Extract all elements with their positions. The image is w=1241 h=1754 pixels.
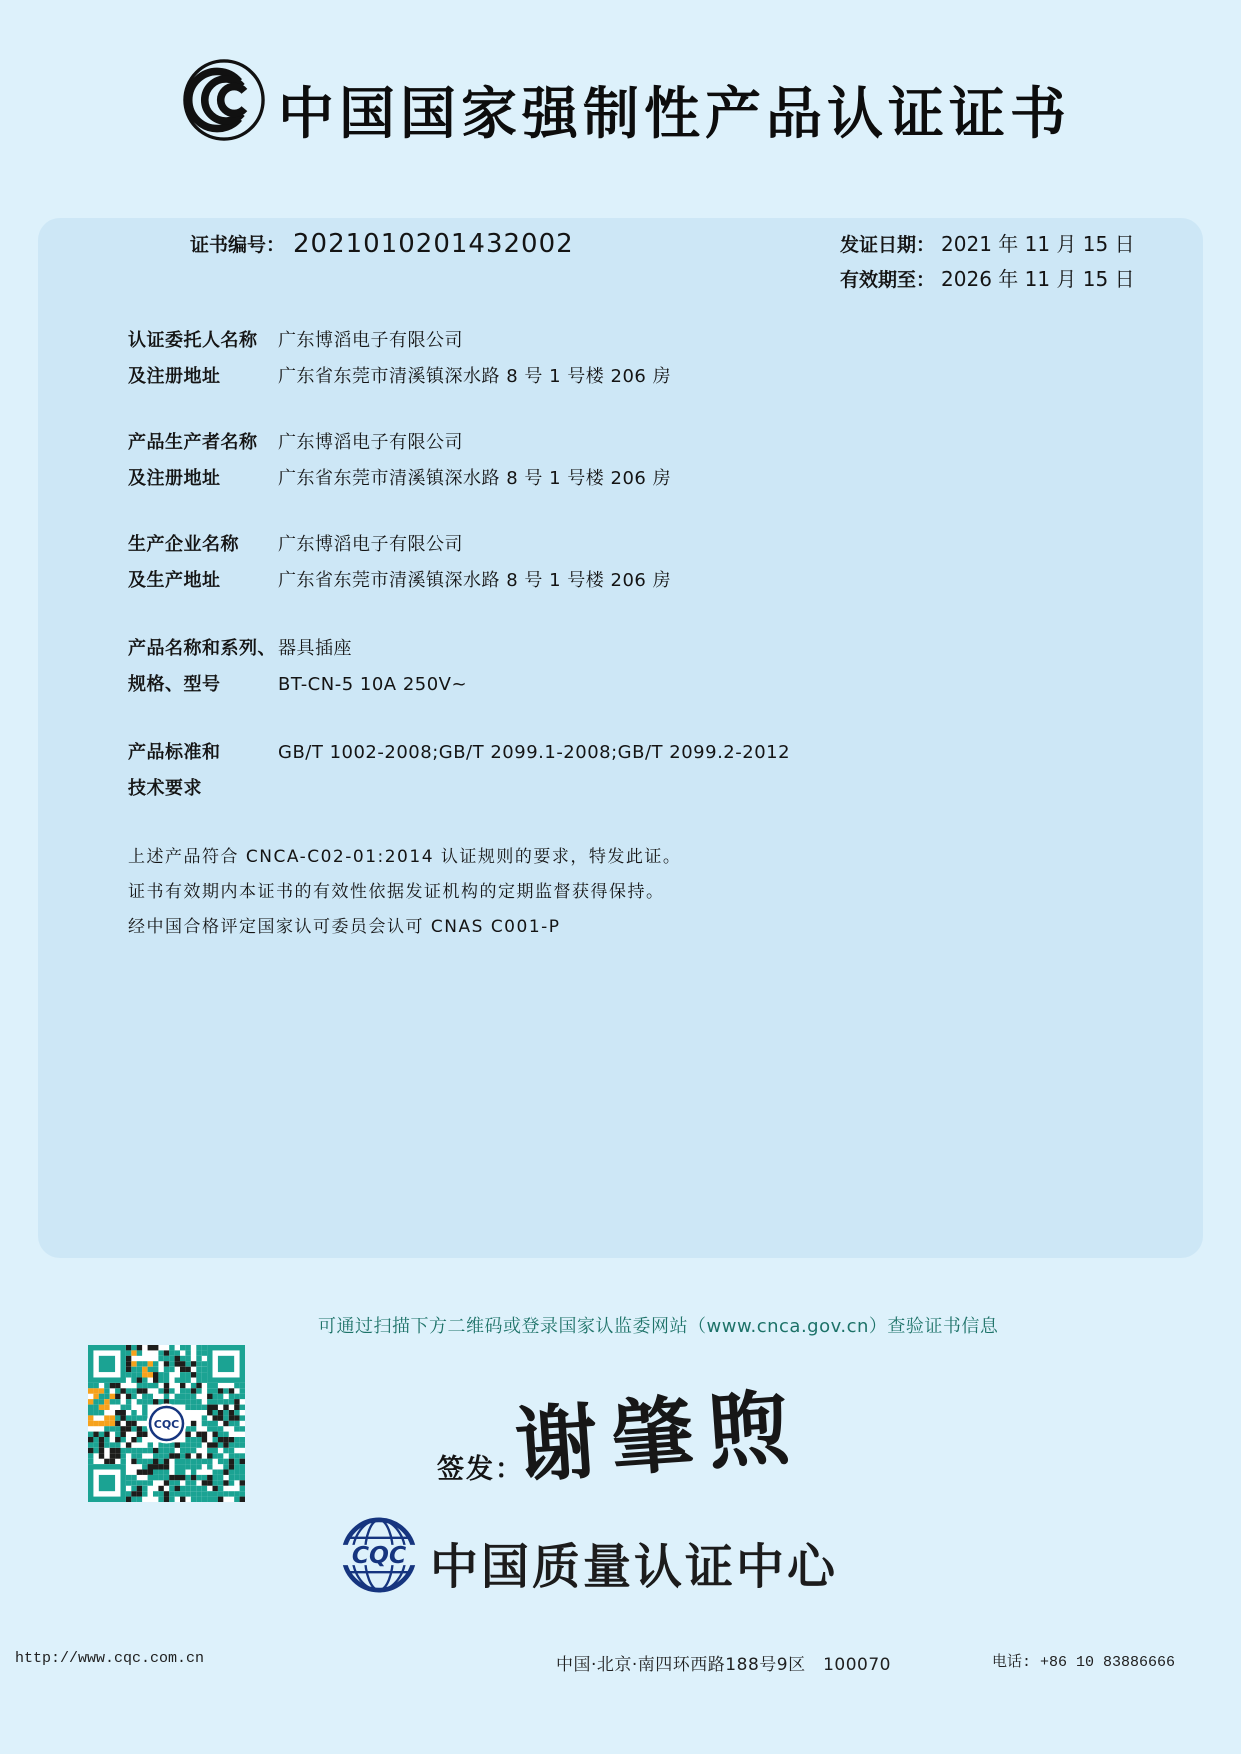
signed-by-label: 签发：	[437, 1454, 524, 1485]
field-row-applicant	[128, 323, 1148, 395]
field-value: 广东博滔电子有限公司 广东省东莞市清溪镇深水路 8 号 1 号楼 206 房	[278, 330, 672, 387]
field-label: 产品标准和 技术要求	[128, 742, 221, 799]
statement-line: 证书有效期内本证书的有效性依据发证机构的定期监督获得保持。	[128, 882, 665, 902]
field-row-manufacturer	[128, 527, 1148, 599]
issue-date-row	[840, 228, 1135, 257]
issue-date-label: 发证日期：	[840, 234, 936, 256]
issue-date-value: 2021 年 11 月 15 日	[941, 232, 1135, 256]
verify-note: 可通过扫描下方二维码或登录国家认监委网站（www.cnca.gov.cn）查验证书信息	[318, 1316, 999, 1337]
field-row-producer	[128, 425, 1148, 497]
footer-phone: 电话: +86 10 83886666	[992, 1654, 1176, 1671]
certificate-title: 中国国家强制性产品认证证书	[278, 82, 1071, 147]
cqc-logo-icon	[340, 1516, 418, 1594]
field-label: 产品名称和系列、 规格、型号	[128, 638, 276, 695]
footer-website: http://www.cqc.com.cn	[15, 1650, 205, 1667]
expiry-date-row	[840, 263, 1135, 292]
field-value: 器具插座 BT-CN-5 10A 250V~	[278, 638, 468, 695]
qr-code	[88, 1345, 245, 1502]
certificate-number-row	[190, 228, 574, 258]
field-value: 广东博滔电子有限公司 广东省东莞市清溪镇深水路 8 号 1 号楼 206 房	[278, 432, 672, 489]
statement-line: 上述产品符合 CNCA-C02-01:2014 认证规则的要求，特发此证。	[128, 847, 682, 867]
issuer-name: 中国质量认证中心	[430, 1539, 839, 1595]
certificate-number-label: 证书编号：	[190, 234, 286, 256]
field-label: 产品生产者名称 及注册地址	[128, 432, 258, 489]
ccc-logo-icon	[182, 58, 266, 142]
certificate-statements	[128, 840, 681, 945]
certificate-number-value: 2021010201432002	[293, 229, 574, 259]
field-row-standards	[128, 735, 1148, 807]
field-label: 认证委托人名称 及注册地址	[128, 330, 258, 387]
expiry-date-label: 有效期至：	[840, 269, 936, 291]
svg-text:CQC: CQC	[153, 1418, 180, 1431]
expiry-date-value: 2026 年 11 月 15 日	[941, 267, 1135, 291]
statement-line: 经中国合格评定国家认可委员会认可 CNAS C001-P	[128, 917, 561, 937]
field-value: 广东博滔电子有限公司 广东省东莞市清溪镇深水路 8 号 1 号楼 206 房	[278, 534, 672, 591]
field-row-product-model	[128, 631, 1148, 703]
signature-handwriting: 谢肇煦	[512, 1380, 807, 1495]
field-label: 生产企业名称 及生产地址	[128, 534, 239, 591]
field-value: GB/T 1002-2008;GB/T 2099.1-2008;GB/T 2099.2-2012	[278, 742, 791, 763]
footer-address: 中国·北京·南四环西路188号9区 100070	[556, 1655, 891, 1675]
cqc-logo-text: CQC	[351, 1540, 407, 1569]
